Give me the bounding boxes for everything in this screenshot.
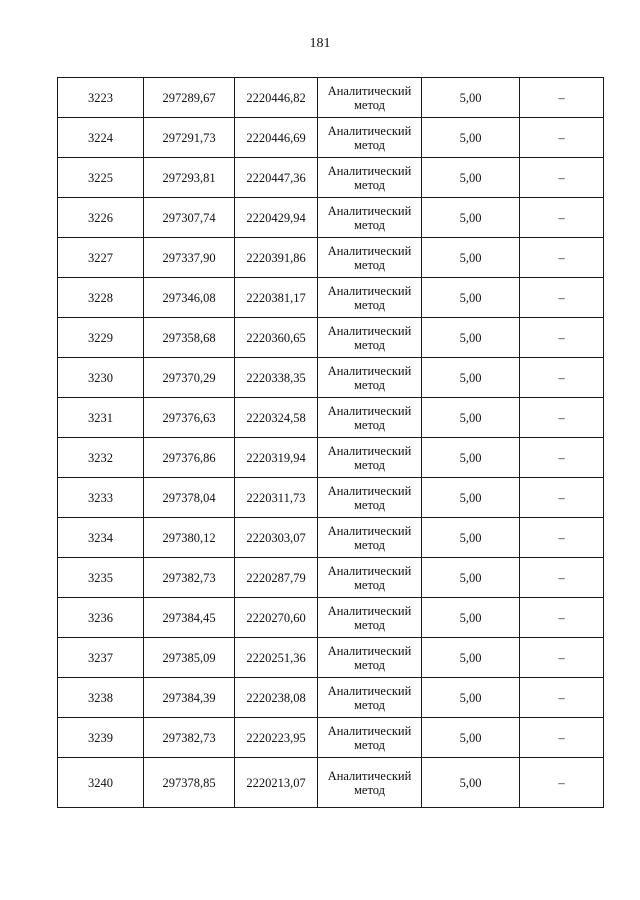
- note-cell: –: [520, 318, 604, 358]
- method-cell: [318, 598, 422, 638]
- method-cell: [318, 278, 422, 318]
- method-cell: [318, 438, 422, 478]
- y-coordinate-cell: 2220360,65: [235, 318, 318, 358]
- point-number-cell: 3234: [58, 518, 144, 558]
- note-cell: –: [520, 598, 604, 638]
- precision-cell: 5,00: [422, 478, 520, 518]
- note-cell: –: [520, 158, 604, 198]
- note-cell: –: [520, 758, 604, 808]
- table-row: [58, 598, 604, 638]
- table-row: [58, 758, 604, 808]
- method-line: Аналитический: [327, 768, 412, 783]
- precision-cell: 5,00: [422, 358, 520, 398]
- method-line: метод: [353, 697, 385, 712]
- method-line: Аналитический: [327, 403, 412, 418]
- method-line: метод: [353, 337, 385, 352]
- table-row: [58, 158, 604, 198]
- y-coordinate-cell: 2220270,60: [235, 598, 318, 638]
- x-coordinate-cell: 297337,90: [144, 238, 235, 278]
- method-cell: [318, 558, 422, 598]
- table-row: [58, 478, 604, 518]
- note-cell: –: [520, 478, 604, 518]
- method-line: Аналитический: [327, 643, 412, 658]
- note-cell: –: [520, 438, 604, 478]
- y-coordinate-cell: 2220213,07: [235, 758, 318, 808]
- method-line: Аналитический: [327, 723, 412, 738]
- table-row: [58, 358, 604, 398]
- point-number-cell: 3227: [58, 238, 144, 278]
- precision-cell: 5,00: [422, 398, 520, 438]
- method-cell: [318, 758, 422, 808]
- precision-cell: 5,00: [422, 278, 520, 318]
- method-line: Аналитический: [327, 323, 412, 338]
- x-coordinate-cell: 297384,39: [144, 678, 235, 718]
- method-line: Аналитический: [327, 83, 412, 98]
- point-number-cell: 3226: [58, 198, 144, 238]
- method-line: метод: [353, 377, 385, 392]
- y-coordinate-cell: 2220238,08: [235, 678, 318, 718]
- precision-cell: 5,00: [422, 318, 520, 358]
- method-cell: [318, 158, 422, 198]
- y-coordinate-cell: 2220251,36: [235, 638, 318, 678]
- x-coordinate-cell: 297380,12: [144, 518, 235, 558]
- table-row: [58, 518, 604, 558]
- x-coordinate-cell: 297289,67: [144, 78, 235, 118]
- y-coordinate-cell: 2220446,82: [235, 78, 318, 118]
- x-coordinate-cell: 297376,63: [144, 398, 235, 438]
- method-line: метод: [353, 577, 385, 592]
- y-coordinate-cell: 2220338,35: [235, 358, 318, 398]
- method-cell: [318, 518, 422, 558]
- note-cell: –: [520, 358, 604, 398]
- y-coordinate-cell: 2220429,94: [235, 198, 318, 238]
- method-line: Аналитический: [327, 363, 412, 378]
- precision-cell: 5,00: [422, 438, 520, 478]
- y-coordinate-cell: 2220324,58: [235, 398, 318, 438]
- method-line: метод: [353, 457, 385, 472]
- y-coordinate-cell: 2220446,69: [235, 118, 318, 158]
- method-line: метод: [353, 737, 385, 752]
- point-number-cell: 3224: [58, 118, 144, 158]
- method-line: Аналитический: [327, 683, 412, 698]
- note-cell: –: [520, 718, 604, 758]
- table-row: [58, 678, 604, 718]
- y-coordinate-cell: 2220381,17: [235, 278, 318, 318]
- method-cell: [318, 78, 422, 118]
- method-line: Аналитический: [327, 283, 412, 298]
- precision-cell: 5,00: [422, 518, 520, 558]
- table-row: [58, 78, 604, 118]
- table-row: [58, 118, 604, 158]
- x-coordinate-cell: 297346,08: [144, 278, 235, 318]
- note-cell: –: [520, 198, 604, 238]
- note-cell: –: [520, 398, 604, 438]
- note-cell: –: [520, 558, 604, 598]
- precision-cell: 5,00: [422, 198, 520, 238]
- x-coordinate-cell: 297376,86: [144, 438, 235, 478]
- method-line: метод: [353, 537, 385, 552]
- method-cell: [318, 198, 422, 238]
- method-line: Аналитический: [327, 483, 412, 498]
- method-line: метод: [353, 782, 385, 797]
- y-coordinate-cell: 2220223,95: [235, 718, 318, 758]
- method-line: Аналитический: [327, 563, 412, 578]
- y-coordinate-cell: 2220303,07: [235, 518, 318, 558]
- y-coordinate-cell: 2220391,86: [235, 238, 318, 278]
- precision-cell: 5,00: [422, 678, 520, 718]
- point-number-cell: 3235: [58, 558, 144, 598]
- method-line: Аналитический: [327, 443, 412, 458]
- x-coordinate-cell: 297385,09: [144, 638, 235, 678]
- point-number-cell: 3232: [58, 438, 144, 478]
- method-cell: [318, 358, 422, 398]
- method-cell: [318, 478, 422, 518]
- method-line: метод: [353, 97, 385, 112]
- method-line: метод: [353, 497, 385, 512]
- precision-cell: 5,00: [422, 158, 520, 198]
- method-line: Аналитический: [327, 523, 412, 538]
- y-coordinate-cell: 2220319,94: [235, 438, 318, 478]
- method-cell: [318, 718, 422, 758]
- x-coordinate-cell: 297382,73: [144, 718, 235, 758]
- table-row: [58, 238, 604, 278]
- table-row: [58, 558, 604, 598]
- coordinates-table: [57, 77, 604, 808]
- point-number-cell: 3236: [58, 598, 144, 638]
- point-number-cell: 3229: [58, 318, 144, 358]
- point-number-cell: 3225: [58, 158, 144, 198]
- method-line: Аналитический: [327, 123, 412, 138]
- method-cell: [318, 238, 422, 278]
- precision-cell: 5,00: [422, 78, 520, 118]
- method-line: метод: [353, 217, 385, 232]
- method-line: Аналитический: [327, 243, 412, 258]
- method-line: метод: [353, 417, 385, 432]
- note-cell: –: [520, 278, 604, 318]
- table-row: [58, 638, 604, 678]
- method-line: Аналитический: [327, 603, 412, 618]
- x-coordinate-cell: 297307,74: [144, 198, 235, 238]
- point-number-cell: 3237: [58, 638, 144, 678]
- x-coordinate-cell: 297370,29: [144, 358, 235, 398]
- table-row: [58, 278, 604, 318]
- x-coordinate-cell: 297293,81: [144, 158, 235, 198]
- note-cell: –: [520, 118, 604, 158]
- point-number-cell: 3239: [58, 718, 144, 758]
- point-number-cell: 3231: [58, 398, 144, 438]
- method-cell: [318, 638, 422, 678]
- point-number-cell: 3240: [58, 758, 144, 808]
- precision-cell: 5,00: [422, 118, 520, 158]
- precision-cell: 5,00: [422, 638, 520, 678]
- precision-cell: 5,00: [422, 558, 520, 598]
- table-row: [58, 718, 604, 758]
- note-cell: –: [520, 678, 604, 718]
- x-coordinate-cell: 297291,73: [144, 118, 235, 158]
- point-number-cell: 3230: [58, 358, 144, 398]
- method-cell: [318, 678, 422, 718]
- method-line: метод: [353, 657, 385, 672]
- method-line: метод: [353, 257, 385, 272]
- precision-cell: 5,00: [422, 718, 520, 758]
- x-coordinate-cell: 297384,45: [144, 598, 235, 638]
- note-cell: –: [520, 78, 604, 118]
- coordinates-table-body: [58, 78, 604, 808]
- method-cell: [318, 398, 422, 438]
- page-number: 181: [309, 36, 331, 51]
- precision-cell: 5,00: [422, 238, 520, 278]
- point-number-cell: 3238: [58, 678, 144, 718]
- method-line: Аналитический: [327, 163, 412, 178]
- x-coordinate-cell: 297382,73: [144, 558, 235, 598]
- x-coordinate-cell: 297378,85: [144, 758, 235, 808]
- y-coordinate-cell: 2220287,79: [235, 558, 318, 598]
- method-line: метод: [353, 617, 385, 632]
- table-row: [58, 198, 604, 238]
- note-cell: –: [520, 238, 604, 278]
- method-line: метод: [353, 177, 385, 192]
- point-number-cell: 3223: [58, 78, 144, 118]
- precision-cell: 5,00: [422, 758, 520, 808]
- method-line: метод: [353, 297, 385, 312]
- method-cell: [318, 118, 422, 158]
- precision-cell: 5,00: [422, 598, 520, 638]
- method-line: Аналитический: [327, 203, 412, 218]
- point-number-cell: 3233: [58, 478, 144, 518]
- table-row: [58, 438, 604, 478]
- x-coordinate-cell: 297378,04: [144, 478, 235, 518]
- point-number-cell: 3228: [58, 278, 144, 318]
- note-cell: –: [520, 518, 604, 558]
- y-coordinate-cell: 2220311,73: [235, 478, 318, 518]
- method-cell: [318, 318, 422, 358]
- method-line: метод: [353, 137, 385, 152]
- note-cell: –: [520, 638, 604, 678]
- x-coordinate-cell: 297358,68: [144, 318, 235, 358]
- y-coordinate-cell: 2220447,36: [235, 158, 318, 198]
- table-row: [58, 318, 604, 358]
- table-row: [58, 398, 604, 438]
